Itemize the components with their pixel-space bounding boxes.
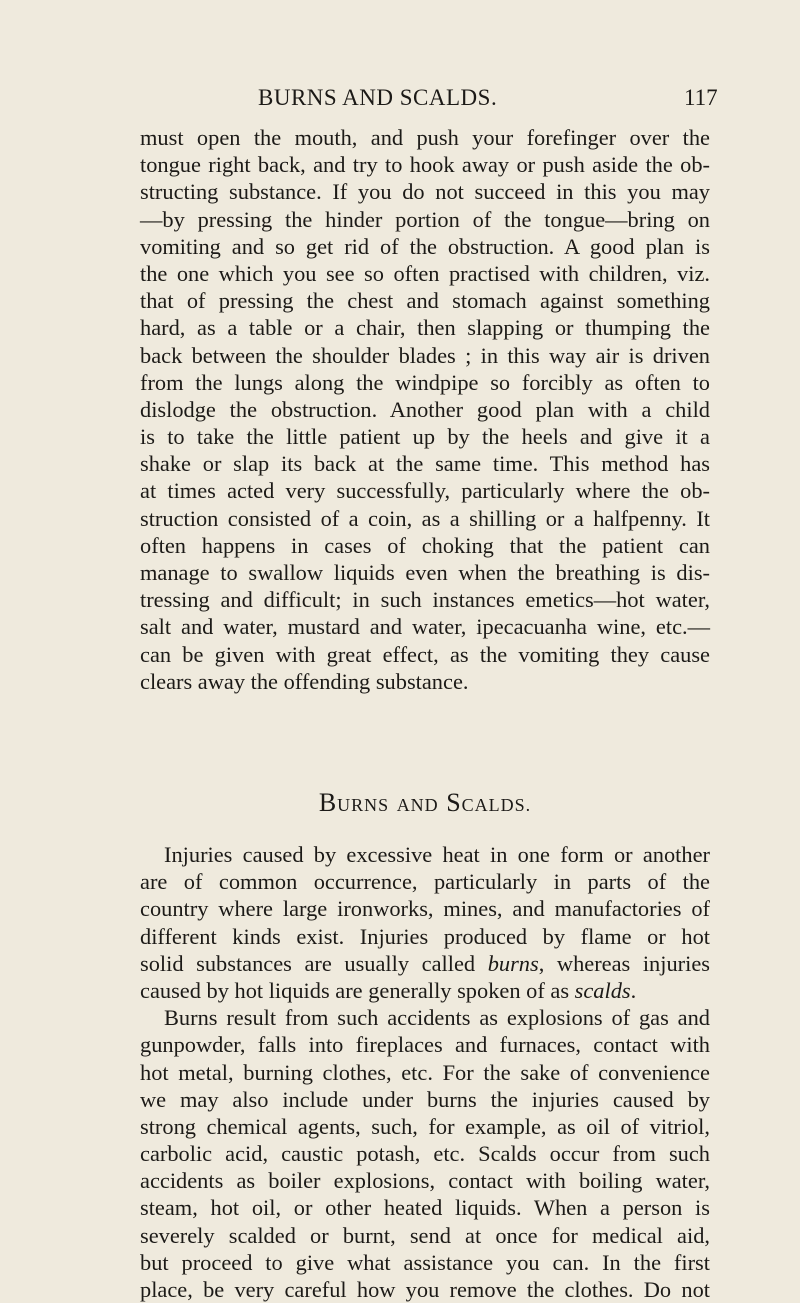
text-line: clears away the offending substance. (140, 668, 469, 694)
text-line: tongue right back, and try to hook away or push aside the ob- (140, 152, 710, 178)
text-line: hot metal, burning clothes, etc. For the sake of convenience (140, 1059, 710, 1085)
running-head: BURNS AND SCALDS. (258, 85, 498, 110)
text-line: can be given with great effect, as the vomiting they cause (140, 641, 710, 667)
text-line: —by pressing the hinder portion of the tongue—bring on (140, 206, 710, 232)
heading-smallcaps: CALDS. (461, 795, 532, 815)
text-line: Injuries caused by excessive heat in one form or another (164, 842, 710, 867)
text-line: back between the shoulder blades ; in this way air is driven (140, 342, 710, 368)
text-line: are of common occurrence, particularly in parts of the (140, 869, 710, 895)
text-line: carbolic acid, caustic potash, etc. Scalds occur from such (140, 1141, 710, 1167)
text-line: shake or slap its back at the same time. This method has (140, 451, 710, 477)
paragraph-burns-scalds (140, 841, 710, 1303)
section-heading (140, 788, 710, 818)
italic-term-burns: burns (487, 950, 539, 976)
heading-initial: S (446, 788, 462, 817)
text-line: dislodge the obstruction. Another good plan with a child (140, 396, 710, 422)
heading-initial: B (318, 788, 338, 817)
heading-smallcaps: URNS (337, 795, 390, 815)
text-line (140, 950, 710, 977)
text-line: strong chemical agents, such, for example, as oil of vitriol, (140, 1113, 710, 1139)
text-run: caused by hot liquids are generally spoken of as (140, 977, 575, 1003)
page-number: 117 (684, 85, 718, 110)
text-line: place, be very careful how you remove the clothes. Do not (140, 1277, 710, 1302)
text-line: gunpowder, falls into fireplaces and furnaces, contact with (140, 1032, 710, 1058)
text-line: we may also include under burns the injuries caused by (140, 1086, 710, 1112)
text-run: solid substances are usually called (140, 950, 488, 976)
text-line (140, 977, 710, 1004)
text-line: steam, hot oil, or other heated liquids. When a person is (140, 1195, 710, 1221)
text-line: struction consisted of a coin, as a shilling or a halfpenny. It (140, 505, 710, 531)
text-line: at times acted very successfully, particularly where the ob- (140, 478, 710, 504)
text-line: severely scalded or burnt, send at once for medical aid, (140, 1222, 710, 1248)
text-line: hard, as a table or a chair, then slapping or thumping the (140, 315, 710, 341)
text-line: but proceed to give what assistance you can. In the first (140, 1249, 710, 1275)
paragraph-choking (140, 124, 710, 695)
text-line: must open the mouth, and push your forefinger over the (140, 125, 710, 150)
italic-term-scalds: scalds (574, 977, 631, 1003)
text-line: country where large ironworks, mines, and manufactories of (140, 896, 710, 922)
text-run: . (630, 977, 637, 1003)
text-line: is to take the little patient up by the heels and give it a (140, 424, 710, 450)
text-line: often happens in cases of choking that the patient can (140, 532, 710, 558)
text-line: accidents as boiler explosions, contact with boiling water, (140, 1168, 710, 1194)
text-line: manage to swallow liquids even when the breathing is dis- (140, 560, 710, 585)
text-line: that of pressing the chest and stomach against something (140, 288, 710, 314)
text-line: salt and water, mustard and water, ipecacuanha wine, etc.— (140, 614, 710, 640)
heading-smallcaps: AND (396, 795, 439, 815)
text-line: tressing and difficult; in such instances emetics—hot water, (140, 587, 710, 613)
text-line: Burns result from such accidents as explosions of gas and (164, 1005, 710, 1031)
text-run: , whereas injuries (538, 950, 710, 976)
text-line: structing substance. If you do not succeed in this you may (140, 179, 710, 205)
text-line: different kinds exist. Injuries produced by flame or hot (140, 923, 710, 949)
text-line: vomiting and so get rid of the obstruction. A good plan is (140, 233, 710, 259)
text-line: from the lungs along the windpipe so forcibly as often to (140, 369, 710, 395)
text-line: the one which you see so often practised with children, viz. (140, 260, 710, 286)
